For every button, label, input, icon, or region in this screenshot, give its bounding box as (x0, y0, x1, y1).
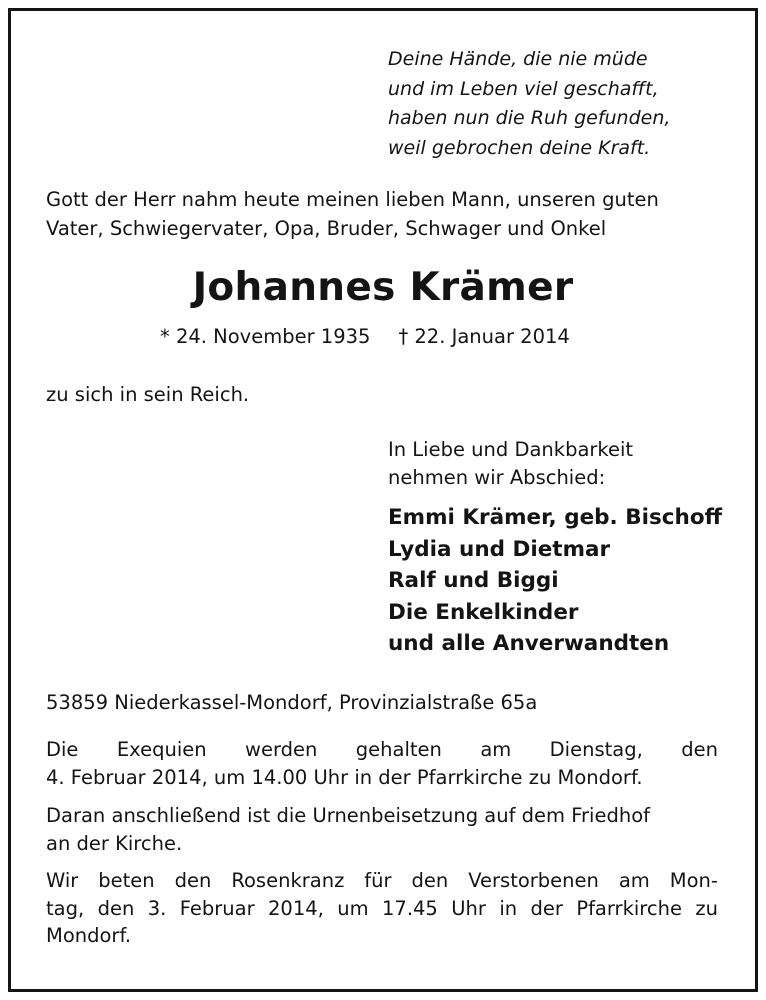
word: gehalten (355, 738, 442, 761)
family-address: 53859 Niederkassel-Mondorf, Provinzialstraße 65a (46, 691, 538, 714)
word: den (97, 896, 135, 920)
intro-line: Vater, Schwiegervater, Opa, Bruder, Schwager und Onkel (46, 216, 607, 240)
word: um (337, 896, 369, 920)
justified-line (46, 867, 718, 895)
word: Dienstag, (549, 738, 643, 761)
word: der (530, 896, 563, 920)
mourners-list (388, 502, 722, 660)
word: Februar (179, 896, 255, 920)
word: Wir (46, 869, 79, 892)
word: Verstorbenen (468, 869, 599, 892)
word: Rosenkranz (231, 869, 345, 892)
poem-line: weil gebrochen deine Kraft. (388, 136, 651, 159)
word: Mon- (669, 869, 718, 892)
mourner: Lydia und Dietmar (388, 536, 611, 562)
word: Uhr (451, 896, 486, 920)
word: Exequien (116, 738, 207, 761)
mourner: Emmi Krämer, geb. Bischoff (388, 505, 723, 530)
farewell-text (388, 436, 633, 492)
word: den (174, 869, 212, 892)
text-line: Mondorf. (46, 924, 132, 947)
mourner: Die Enkelkinder (388, 599, 579, 625)
word: den (681, 738, 718, 761)
death-date: † 22. Januar 2014 (398, 325, 570, 348)
life-dates (160, 322, 570, 352)
word: für (364, 869, 392, 892)
birth-date: * 24. November 1935 (160, 325, 371, 348)
text-line: 4. Februar 2014, um 14.00 Uhr in der Pfarrkirche zu Mondorf. (46, 765, 643, 789)
word: den (411, 869, 449, 892)
intro-text (46, 186, 659, 243)
poem-line: Deine Hände, die nie müde (388, 48, 648, 70)
farewell-line: nehmen wir Abschied: (388, 466, 606, 489)
word: 2014, (268, 896, 324, 920)
justified-line (46, 895, 718, 923)
text-line: Daran anschließend ist die Urnenbeisetzung auf dem Friedhof (46, 804, 650, 827)
word: Die (46, 738, 79, 761)
exequien-info (46, 736, 718, 791)
word: 3. (147, 896, 167, 920)
text-line: an der Kirche. (46, 831, 183, 855)
intro-line: Gott der Herr nahm heute meinen lieben Mann, unseren guten (46, 188, 659, 211)
closing-line: zu sich in sein Reich. (46, 383, 250, 406)
word: in (499, 896, 518, 920)
word: zu (695, 896, 718, 920)
rosenkranz-info (46, 867, 718, 950)
farewell-line: In Liebe und Dankbarkeit (388, 438, 634, 461)
mourner: Ralf und Biggi (388, 568, 559, 593)
mourner: und alle Anverwandten (388, 631, 670, 656)
word: Pfarrkirche (576, 896, 682, 920)
word: am (618, 869, 650, 892)
deceased-name: Johannes Krämer (192, 265, 574, 310)
word: beten (98, 869, 155, 892)
memorial-poem (388, 45, 670, 163)
word: 17.45 (382, 896, 438, 920)
urnen-info (46, 802, 718, 857)
justified-line (46, 736, 718, 764)
poem-line: haben nun die Ruh gefunden, (388, 107, 671, 129)
word: tag, (46, 896, 85, 920)
poem-line: und im Leben viel geschafft, (388, 77, 659, 100)
word: am (480, 738, 512, 761)
word: werden (245, 738, 318, 761)
